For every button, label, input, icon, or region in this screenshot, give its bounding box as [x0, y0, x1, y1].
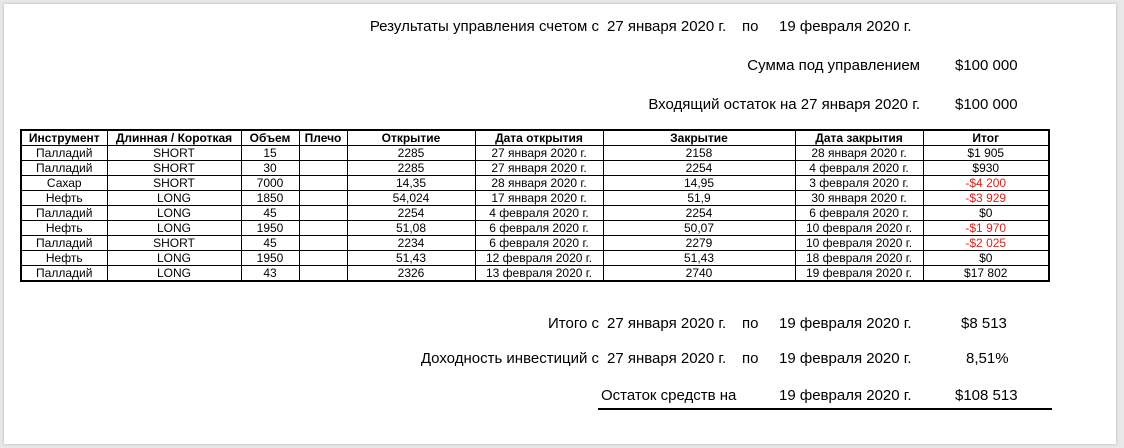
- cell-open-price: 54,024: [347, 191, 475, 206]
- cell-leverage: [299, 146, 347, 161]
- cell-side: LONG: [107, 191, 241, 206]
- cell-open-price: 2285: [347, 146, 475, 161]
- cell-leverage: [299, 176, 347, 191]
- yield-end-date: 19 февраля 2020 г.: [779, 350, 912, 367]
- table-row: [21, 191, 1049, 206]
- cell-instrument: Палладий: [21, 146, 107, 161]
- col-header: Итог: [923, 130, 1049, 146]
- cell-open-date: 12 февраля 2020 г.: [475, 251, 603, 266]
- cell-close-date: 18 февраля 2020 г.: [795, 251, 923, 266]
- balance-date: 19 февраля 2020 г.: [779, 387, 912, 404]
- yield-value: 8,51%: [966, 350, 1009, 367]
- cell-close-price: 51,9: [603, 191, 795, 206]
- cell-instrument: Палладий: [21, 161, 107, 176]
- balance-underline: [598, 408, 1052, 410]
- table-row: [21, 161, 1049, 176]
- cell-close-price: 50,07: [603, 221, 795, 236]
- cell-close-date: 10 февраля 2020 г.: [795, 221, 923, 236]
- cell-close-price: 2158: [603, 146, 795, 161]
- yield-label: Доходность инвестиций с: [420, 350, 599, 367]
- cell-result: $0: [923, 206, 1049, 221]
- total-value: $8 513: [961, 315, 1007, 332]
- report-title: Результаты управления счетом с: [369, 18, 599, 35]
- cell-close-date: 30 января 2020 г.: [795, 191, 923, 206]
- total-end-date: 19 февраля 2020 г.: [779, 315, 912, 332]
- cell-result: -$4 200: [923, 176, 1049, 191]
- cell-instrument: Палладий: [21, 266, 107, 282]
- cell-close-date: 19 февраля 2020 г.: [795, 266, 923, 282]
- cell-leverage: [299, 161, 347, 176]
- total-start-date: 27 января 2020 г.: [607, 315, 727, 332]
- cell-side: LONG: [107, 266, 241, 282]
- cell-open-date: 4 февраля 2020 г.: [475, 206, 603, 221]
- cell-side: SHORT: [107, 161, 241, 176]
- cell-leverage: [299, 221, 347, 236]
- cell-volume: 45: [241, 206, 299, 221]
- cell-volume: 7000: [241, 176, 299, 191]
- table-row: [21, 221, 1049, 236]
- cell-result: -$3 929: [923, 191, 1049, 206]
- cell-open-date: 6 февраля 2020 г.: [475, 236, 603, 251]
- yield-start-date: 27 января 2020 г.: [607, 350, 727, 367]
- trades-table: [20, 129, 1050, 282]
- cell-open-price: 2254: [347, 206, 475, 221]
- cell-leverage: [299, 191, 347, 206]
- cell-open-date: 6 февраля 2020 г.: [475, 221, 603, 236]
- cell-close-date: 28 января 2020 г.: [795, 146, 923, 161]
- cell-result: -$1 970: [923, 221, 1049, 236]
- col-header: Объем: [241, 130, 299, 146]
- cell-leverage: [299, 251, 347, 266]
- cell-side: LONG: [107, 206, 241, 221]
- cell-instrument: Нефть: [21, 221, 107, 236]
- table-row: [21, 176, 1049, 191]
- managed-label: Сумма под управлением: [747, 57, 920, 74]
- cell-volume: 30: [241, 161, 299, 176]
- total-label: Итого с: [548, 315, 599, 332]
- col-header: Инструмент: [21, 130, 107, 146]
- cell-side: LONG: [107, 221, 241, 236]
- total-to-word: по: [742, 315, 759, 332]
- cell-close-price: 14,95: [603, 176, 795, 191]
- cell-open-date: 13 февраля 2020 г.: [475, 266, 603, 282]
- yield-to-word: по: [742, 350, 759, 367]
- table-row: [21, 206, 1049, 221]
- cell-close-price: 2254: [603, 206, 795, 221]
- table-row: [21, 236, 1049, 251]
- cell-volume: 43: [241, 266, 299, 282]
- report-page: [4, 4, 1116, 444]
- table-row: [21, 251, 1049, 266]
- cell-open-date: 27 января 2020 г.: [475, 146, 603, 161]
- cell-instrument: Нефть: [21, 191, 107, 206]
- cell-open-price: 51,08: [347, 221, 475, 236]
- cell-close-price: 2740: [603, 266, 795, 282]
- report-end-date: 19 февраля 2020 г.: [779, 18, 912, 35]
- cell-open-price: 51,43: [347, 251, 475, 266]
- cell-side: LONG: [107, 251, 241, 266]
- cell-open-date: 17 января 2020 г.: [475, 191, 603, 206]
- cell-leverage: [299, 236, 347, 251]
- cell-open-date: 27 января 2020 г.: [475, 161, 603, 176]
- cell-leverage: [299, 206, 347, 221]
- cell-volume: 1950: [241, 221, 299, 236]
- cell-instrument: Палладий: [21, 236, 107, 251]
- cell-side: SHORT: [107, 176, 241, 191]
- cell-result: $930: [923, 161, 1049, 176]
- report-start-date: 27 января 2020 г.: [607, 18, 727, 35]
- opening-balance-value: $100 000: [955, 96, 1018, 113]
- col-header: Плечо: [299, 130, 347, 146]
- col-header: Дата открытия: [475, 130, 603, 146]
- cell-leverage: [299, 266, 347, 282]
- managed-value: $100 000: [955, 57, 1018, 74]
- cell-open-price: 2285: [347, 161, 475, 176]
- cell-open-price: 14,35: [347, 176, 475, 191]
- cell-side: SHORT: [107, 236, 241, 251]
- table-row: [21, 146, 1049, 161]
- cell-close-date: 4 февраля 2020 г.: [795, 161, 923, 176]
- col-header: Закрытие: [603, 130, 795, 146]
- cell-volume: 15: [241, 146, 299, 161]
- opening-balance-label: Входящий остаток на 27 января 2020 г.: [648, 96, 920, 113]
- cell-volume: 1850: [241, 191, 299, 206]
- cell-volume: 45: [241, 236, 299, 251]
- cell-close-price: 51,43: [603, 251, 795, 266]
- cell-close-price: 2279: [603, 236, 795, 251]
- cell-result: $0: [923, 251, 1049, 266]
- col-header: Дата закрытия: [795, 130, 923, 146]
- cell-close-date: 6 февраля 2020 г.: [795, 206, 923, 221]
- table-row: [21, 266, 1049, 282]
- col-header: Длинная / Короткая: [107, 130, 241, 146]
- balance-label: Остаток средств на: [601, 387, 737, 404]
- cell-close-date: 3 февраля 2020 г.: [795, 176, 923, 191]
- col-header: Открытие: [347, 130, 475, 146]
- cell-instrument: Нефть: [21, 251, 107, 266]
- cell-result: $17 802: [923, 266, 1049, 282]
- report-to-word: по: [742, 18, 759, 35]
- cell-open-price: 2326: [347, 266, 475, 282]
- balance-value: $108 513: [955, 387, 1018, 404]
- cell-open-price: 2234: [347, 236, 475, 251]
- trades-table-body: [21, 146, 1049, 282]
- cell-result: -$2 025: [923, 236, 1049, 251]
- table-header-row: [21, 130, 1049, 146]
- cell-instrument: Палладий: [21, 206, 107, 221]
- cell-volume: 1950: [241, 251, 299, 266]
- cell-side: SHORT: [107, 146, 241, 161]
- cell-open-date: 28 января 2020 г.: [475, 176, 603, 191]
- cell-close-price: 2254: [603, 161, 795, 176]
- cell-instrument: Сахар: [21, 176, 107, 191]
- cell-close-date: 10 февраля 2020 г.: [795, 236, 923, 251]
- cell-result: $1 905: [923, 146, 1049, 161]
